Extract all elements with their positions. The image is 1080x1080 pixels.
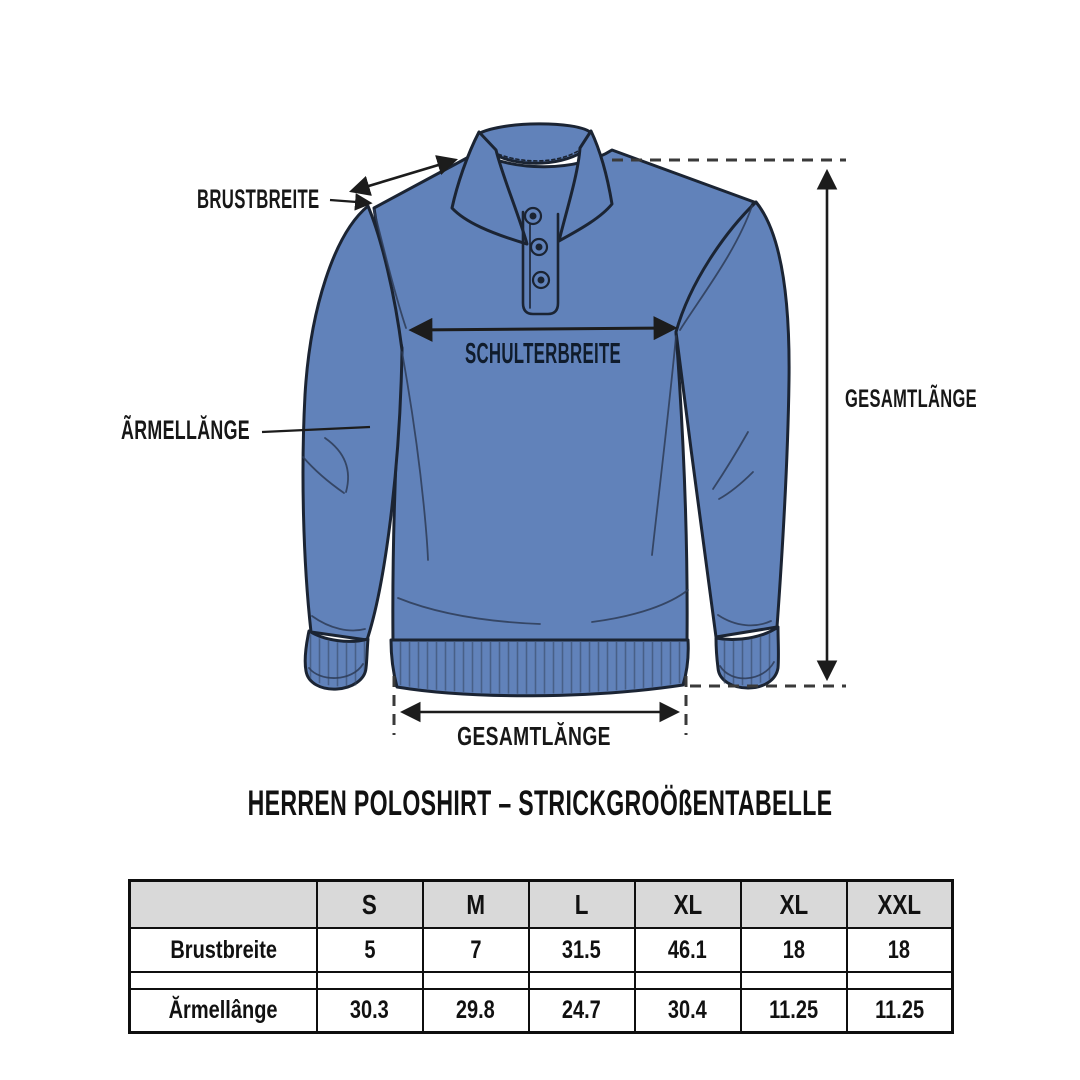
spacer-cell	[847, 972, 953, 989]
table-row-brustbreite	[130, 928, 953, 972]
column-header-m: M	[423, 881, 529, 929]
table-cell: 46.1	[635, 928, 741, 972]
gesamtlaenge-right-label: GESAMTLÃNGE	[845, 385, 977, 413]
header-empty-cell	[130, 881, 317, 929]
column-header-xxl: XXL	[847, 881, 953, 929]
table-cell: 30.4	[635, 989, 741, 1033]
spacer-cell	[529, 972, 635, 989]
spacer-cell	[635, 972, 741, 989]
row-label: Ărmellânge	[130, 989, 317, 1033]
table-cell: 18	[741, 928, 847, 972]
column-header-l: L	[529, 881, 635, 929]
left-sleeve	[303, 206, 402, 640]
table-cell: 11.25	[741, 989, 847, 1033]
spacer-cell	[741, 972, 847, 989]
spacer-cell	[423, 972, 529, 989]
table-cell: 11.25	[847, 989, 953, 1033]
column-header-xl: XL	[635, 881, 741, 929]
schulterbreite-label: SCHULTERBREITE	[464, 338, 622, 370]
column-header-s: S	[317, 881, 423, 929]
table-cell: 29.8	[423, 989, 529, 1033]
brustbreite-label: BRUSTBREITE	[197, 184, 320, 214]
brustbreite-connector-line	[330, 200, 370, 203]
spacer-cell	[317, 972, 423, 989]
schulterbreite-arrow	[412, 328, 674, 330]
table-row-aermellaenge	[130, 989, 953, 1033]
gesamtlaenge-bottom-label: GESAMTLĂNGE	[457, 721, 611, 751]
page-title: HERREN POLOSHIRT – STRICKGROÖßENTABELLE	[247, 784, 833, 823]
size-table	[128, 879, 954, 1034]
aermellaenge-label: ÃRMELLĂNGE	[121, 415, 251, 445]
hem-ribbing	[393, 642, 686, 694]
table-cell: 24.7	[529, 989, 635, 1033]
table-spacer-row	[130, 972, 953, 989]
table-cell: 31.5	[529, 928, 635, 972]
table-cell: 18	[847, 928, 953, 972]
table-cell: 30.3	[317, 989, 423, 1033]
table-cell: 5	[317, 928, 423, 972]
column-header-xl-2: XL	[741, 881, 847, 929]
table-header-row	[130, 881, 953, 929]
spacer-cell	[130, 972, 317, 989]
row-label: Brustbreite	[130, 928, 317, 972]
table-cell: 7	[423, 928, 529, 972]
